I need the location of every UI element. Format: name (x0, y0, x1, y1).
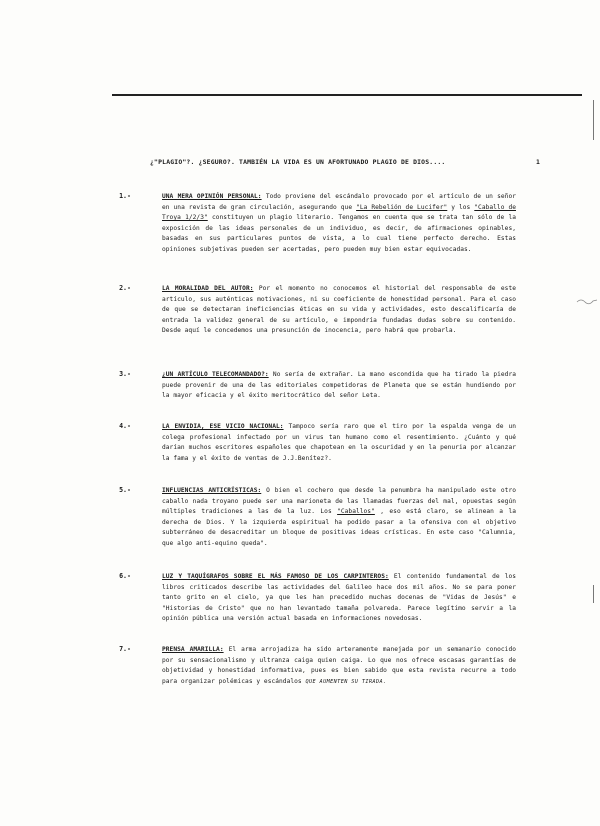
section-number: 7.- (119, 645, 131, 653)
section-text: y los (447, 203, 475, 211)
book-title: "Caballo de Troya 1/2/3" (162, 203, 516, 222)
section-6 (118, 572, 550, 625)
section-text: Todo proviene del escándalo provocado por el artículo de un señor en una revista de gran circulación, asegurando que (162, 193, 517, 211)
section-body (162, 284, 516, 337)
handwritten-note: QUE AUMENTEN SU TIRADA. (305, 678, 387, 685)
section-heading: LA MORALIDAD DEL AUTOR: (162, 285, 254, 292)
section-text: O bien el cochero que desde la penumbra ha manipulado este otro caballo nada troyano puede ser una marioneta de las llamadas fuerzas del mal, opuestas según múltiples tradiciones a las de la luz. Los (162, 487, 516, 516)
top-rule (112, 94, 582, 96)
section-text: Tampoco sería raro que el tiro por la espalda venga de un colega profesional infectado por un virus tan humano como el resentimiento. ¿Cuánto y qué darían muchos escritores españoles que chapotean en la oscuridad y en la penuria por alcanzar la fama y el éxito de ventas de J.J.Benítez?. (162, 423, 516, 462)
section-text: , eso está claro, se alinean a la derecha de Dios. Y la izquierda espiritual ha podido pasar a la ofensiva con el objetivo subterráneo de desacreditar un bloque de positivas ideas crísticas. En este caso "Calumnia, que algo anti-equino queda". (162, 508, 516, 547)
page-title-row (150, 158, 540, 166)
section-number: 2.- (119, 284, 131, 292)
section-1 (118, 192, 550, 256)
section-number: 3.- (119, 370, 131, 378)
section-heading: PRENSA AMARILLA: (162, 646, 224, 653)
edge-mark (593, 100, 594, 140)
section-body (162, 370, 516, 402)
section-heading: UNA MERA OPINIÓN PERSONAL: (162, 193, 262, 200)
section-body (162, 486, 516, 550)
section-text: Por el momento no conocemos el historial del responsable de este artículo, sus auténticas motivaciones, ni su coeficiente de honestidad personal. Para el caso de que se detectaran ineficiencias éticas en su vida y actividades, esto descalificaría de entrada la validez general de su artículo, e impondría fundadas dudas sobre su contenido. Desde aquí le concedemos una presunción de inocencia, pero habrá que probarla. (162, 285, 516, 335)
section-heading: LUZ Y TAQUÍGRAFOS SOBRE EL MÁS FAMOSO DE LOS CARPINTEROS: (162, 573, 389, 580)
section-body (162, 422, 516, 464)
section-number: 1.- (119, 192, 131, 200)
section-text: El contenido fundamental de los libros criticados describe las actividades del Galileo hace dos mil años. No se para poner tanto grito en el cielo, ya que les han precedido muchas docenas de "Vidas de Jesús" e "Historias de Cristo" que no han levantado tamaña polvareda. Parece legítimo servir a la opinión pública una versión actual basada en informaciones novedosas. (162, 573, 517, 623)
quoted-title: "Caballos" (337, 508, 375, 516)
section-text: El arma arrojadiza ha sido arteramente manejada por un semanario conocido por su sensacionalismo y ultranza caiga quien caiga. Lo que nos ofrece escasas garantías de objetividad y honestidad informativa, pues es bien sabido que esta revista recurre a todo para organizar polémicas y escándalos (162, 646, 516, 685)
section-7 (118, 645, 550, 687)
section-5 (118, 486, 550, 550)
edge-mark (593, 585, 594, 603)
section-body (162, 192, 516, 256)
section-body (162, 645, 516, 687)
section-number: 6.- (119, 572, 131, 580)
book-title: "La Rebelión de Lucifer" (356, 203, 448, 211)
section-3 (118, 370, 550, 402)
section-number: 5.- (119, 486, 131, 494)
section-heading: INFLUENCIAS ANTICRÍSTICAS: (162, 487, 262, 494)
section-heading: ¿UN ARTÍCULO TELECOMANDADO?: (162, 371, 269, 378)
page-number: 1 (535, 158, 540, 166)
section-heading: LA ENVIDIA, ESE VICIO NACIONAL: (162, 423, 284, 430)
section-text: constituyen un plagio literario. Tengamos en cuenta que se trata tan sólo de la exposición de las ideas personales de un individuo, es decir, de afirmaciones opinables, basadas en sus particulares puntos de vista, a lo cual tiene perfecto derecho. Estas opiniones subjetivas pueden ser acertadas, pero pueden muy bien estar equivocadas. (162, 214, 516, 253)
section-2 (118, 284, 550, 337)
section-body (162, 572, 516, 625)
section-number: 4.- (119, 422, 131, 430)
section-text: No sería de extrañar. La mano escondida que ha tirado la piedra puede provenir de una de las editoriales competidoras de Planeta que se están hundiendo por la mayor eficacia y el éxito meritocrático del señor Leta. (162, 371, 516, 400)
section-4 (118, 422, 550, 464)
page-title: ¿"PLAGIO"?. ¿SEGURO?. TAMBIÉN LA VIDA ES UN AFORTUNADO PLAGIO DE DIOS.... (150, 158, 446, 166)
margin-scribble (576, 296, 598, 306)
